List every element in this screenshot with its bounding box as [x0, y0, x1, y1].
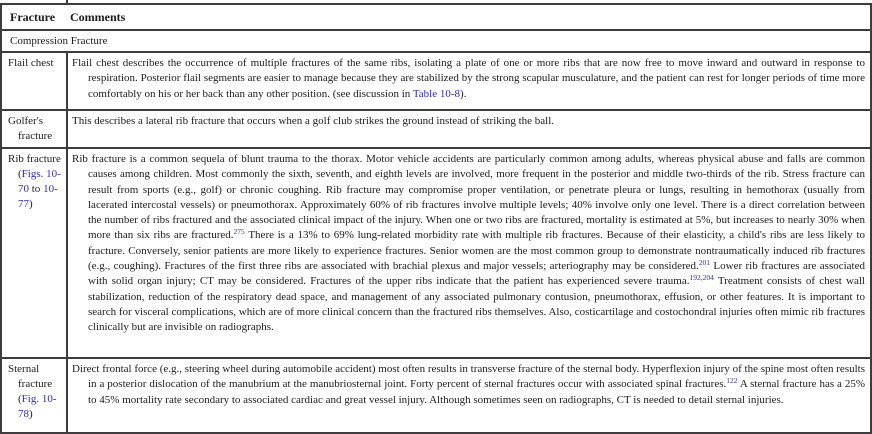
table-header-row	[2, 5, 870, 31]
column-header-comments: Comments	[70, 10, 126, 24]
fracture-cell	[2, 149, 68, 357]
comments-cell	[68, 111, 870, 147]
fracture-label: Flail chest	[8, 57, 54, 69]
fracture-cell	[2, 359, 68, 432]
cross-reference-link[interactable]: 10-77	[18, 183, 58, 210]
table-row-sternal-fracture	[2, 359, 870, 432]
comment-text: Rib fracture is a common sequela of blunt trauma to the thorax. Motor vehicle accidents are particularly common among adults, whereas physical abuse and falls are common causes among children. Most commonly the sixth, seventh, and eighth levels are involved, more frequent in the posterior and middle two-thirds of the rib. Stress fracture can result from sports (e.g., golf) or chronic coughing. Rib fracture may compromise proper ventilation, or penetrate pleura or lungs, resulting in hemothorax (usually from lacerated intercostal vessels) or pneumothorax. Approximately 60% of rib fractures involve multiple levels; 40% involve only one level. There is a direct correlation between the number of ribs fractured and the associated clinical impact of the injury. When one or two ribs are fractured, mortality is estimated at 5%, but increases to nearly 30% when more than six ribs are fractured.$^{275}$ There is a 13% to 69% lung-related morbidity rate with multiple rib fractures. Because of their elasticity, a child's ribs are less likely to fracture. Conversely, senior patients are more likely to experience fractures. Senior women are the most common group to demonstrate nontraumatically induced rib fractures (e.g., coughing). Fractures of the first three ribs are associated with brachial plexus and major vessels; arteriography may be considered.$^{201}$ Lower rib fractures are associated with solid organ injury; CT may be considered. Fractures of the upper ribs indicate that the patient has experienced severe trauma.$^{192,204}$ Treatment consists of chest wall stabilization, reduction of the respiratory dead space, and management of any associated pulmonary contusion, pneumothorax, effusion, or other features. It is important to search for visceral complications, which are of more clinical concern than the fractured ribs themselves. Also, costicartilage and costochondral injuries often mimic rib fractures clinically but are invisible on radiographs.	[72, 153, 865, 334]
comment-text: Direct frontal force (e.g., steering wheel during automobile accident) most often results in transverse fracture of the sternal body. Hyperflexion injury of the spine most often results in a posterior dislocation of the manubrium at the manubriosternal joint. Forty percent of sternal fractures occur with associated spinal fractures.$^{122}$ A sternal fracture has a 25% to 45% mortality rate secondary to associated cardiac and great vessel injury. Although sometimes seen on radiographs, CT is needed to detail sternal injuries.	[72, 363, 866, 406]
comments-cell	[68, 149, 870, 357]
reference-superscript-link[interactable]: 201	[698, 258, 711, 268]
cross-reference-link[interactable]: 10-70	[18, 168, 61, 195]
reference-superscript-link[interactable]: 192,204	[689, 273, 714, 283]
column-header-fracture: Fracture	[10, 10, 56, 24]
comment-text: This describes a lateral rib fracture that occurs when a golf club strikes the ground instead of striking the ball.	[72, 115, 555, 127]
reference-superscript-link[interactable]: 275	[233, 227, 245, 237]
comments-cell	[68, 359, 870, 432]
fracture-cell	[2, 53, 68, 109]
section-title: Compression Fracture	[10, 35, 108, 47]
cross-reference-link[interactable]: Table 10-8	[412, 87, 461, 100]
table-row-rib-fracture	[2, 149, 870, 359]
reference-superscript-link[interactable]: 122	[726, 376, 738, 386]
cross-reference-link[interactable]: Figs.	[21, 168, 44, 180]
cross-reference-link[interactable]: 10-78	[18, 393, 57, 420]
table-row-flail-chest	[2, 53, 870, 111]
fracture-cell	[2, 111, 68, 147]
fracture-comments-table	[0, 3, 872, 434]
section-row-compression-fracture	[2, 31, 870, 53]
table-row-golfers-fracture	[2, 111, 870, 149]
comments-cell	[68, 53, 870, 109]
comment-text: Flail chest describes the occurrence of multiple fractures of the same ribs, isolating a plate of one or more ribs that are now free to move inward and outward in response to respiration. Posterior flail segments are easier to manage because they are stabilized by the strong scapular musculature, and the patient can rest for longer periods of time more comfortably on his or her back than any other position. (see discussion in Table 10-8).	[72, 57, 865, 100]
fracture-label: Golfer's fracture	[8, 115, 53, 142]
fracture-label: Rib fracture (Figs. 10-70 to 10-77)	[8, 153, 61, 210]
fracture-label: Sternal fracture (Fig. 10-78)	[8, 363, 57, 420]
cross-reference-link[interactable]: Fig.	[21, 393, 40, 405]
